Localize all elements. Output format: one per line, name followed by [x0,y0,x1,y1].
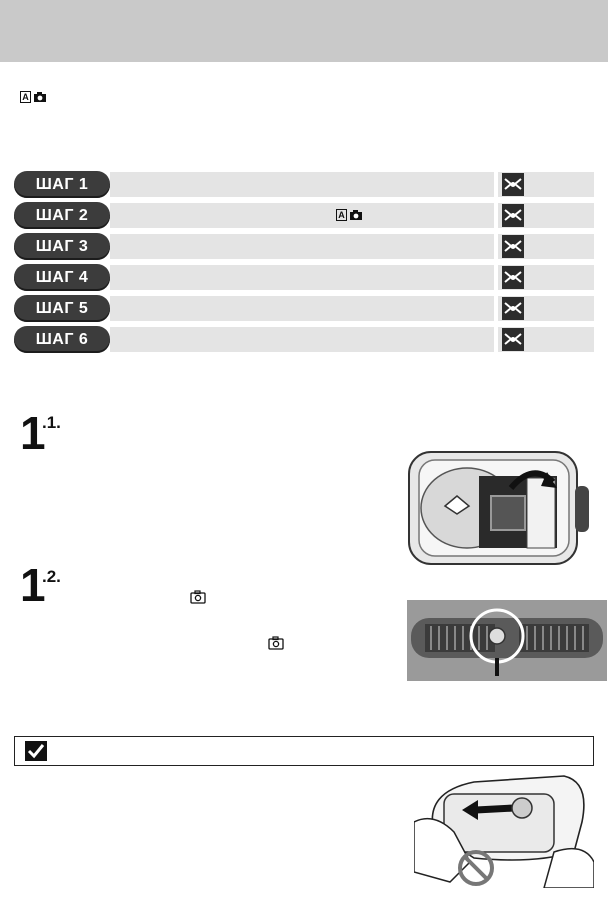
step-description-bar [110,203,494,228]
step-row[interactable] [14,326,594,353]
step-page-ref[interactable] [498,172,594,197]
auto-mode-letter: A [20,91,31,103]
hands-on-lens-illustration [414,772,594,888]
mode-dial-illustration [407,600,607,681]
step-description-bar [110,234,494,259]
intro-mode-icon [20,90,47,104]
camera-icon [349,209,363,221]
step-description-bar [110,296,494,321]
section-number: 1 [20,559,46,611]
steps-list [14,171,594,357]
step-description-bar [110,327,494,352]
mode-dial-photo [407,600,607,681]
camera-lens-cover-illustration [407,448,593,568]
step-label: ШАГ 5 [14,295,110,322]
step-page-ref[interactable] [498,327,594,352]
page-reference-eye-icon [502,204,524,227]
checkmark-icon [25,741,47,761]
step-page-ref[interactable] [498,203,594,228]
page-header-band [0,0,608,62]
step-label: ШАГ 3 [14,233,110,260]
camera-mode-icon [268,636,284,650]
do-not-touch-lens-photo [414,772,594,888]
page-reference-eye-icon [502,266,524,289]
step-row[interactable] [14,264,594,291]
step-description-bar [110,172,494,197]
lens-cover-photo [407,448,593,568]
step-page-ref[interactable] [498,234,594,259]
step-label: ШАГ 2 [14,202,110,229]
step-row[interactable] [14,233,594,260]
page-reference-eye-icon [502,173,524,196]
camera-icon [33,91,47,103]
step-description-bar [110,265,494,290]
step-label: ШАГ 1 [14,171,110,198]
auto-mode-letter: A [336,209,347,221]
page-reference-eye-icon [502,328,524,351]
step-page-ref[interactable] [498,296,594,321]
page-reference-eye-icon [502,235,524,258]
step-page-ref[interactable] [498,265,594,290]
section-number: 1 [20,407,46,459]
note-box [14,736,594,766]
section-subnumber: .2. [42,567,61,586]
step-row[interactable] [14,171,594,198]
step-mode-icon [336,209,363,221]
page-reference-eye-icon [502,297,524,320]
step-row[interactable] [14,295,594,322]
section-subnumber: .1. [42,413,61,432]
camera-mode-icon [190,590,206,604]
step-label: ШАГ 4 [14,264,110,291]
step-label: ШАГ 6 [14,326,110,353]
step-row[interactable] [14,202,594,229]
